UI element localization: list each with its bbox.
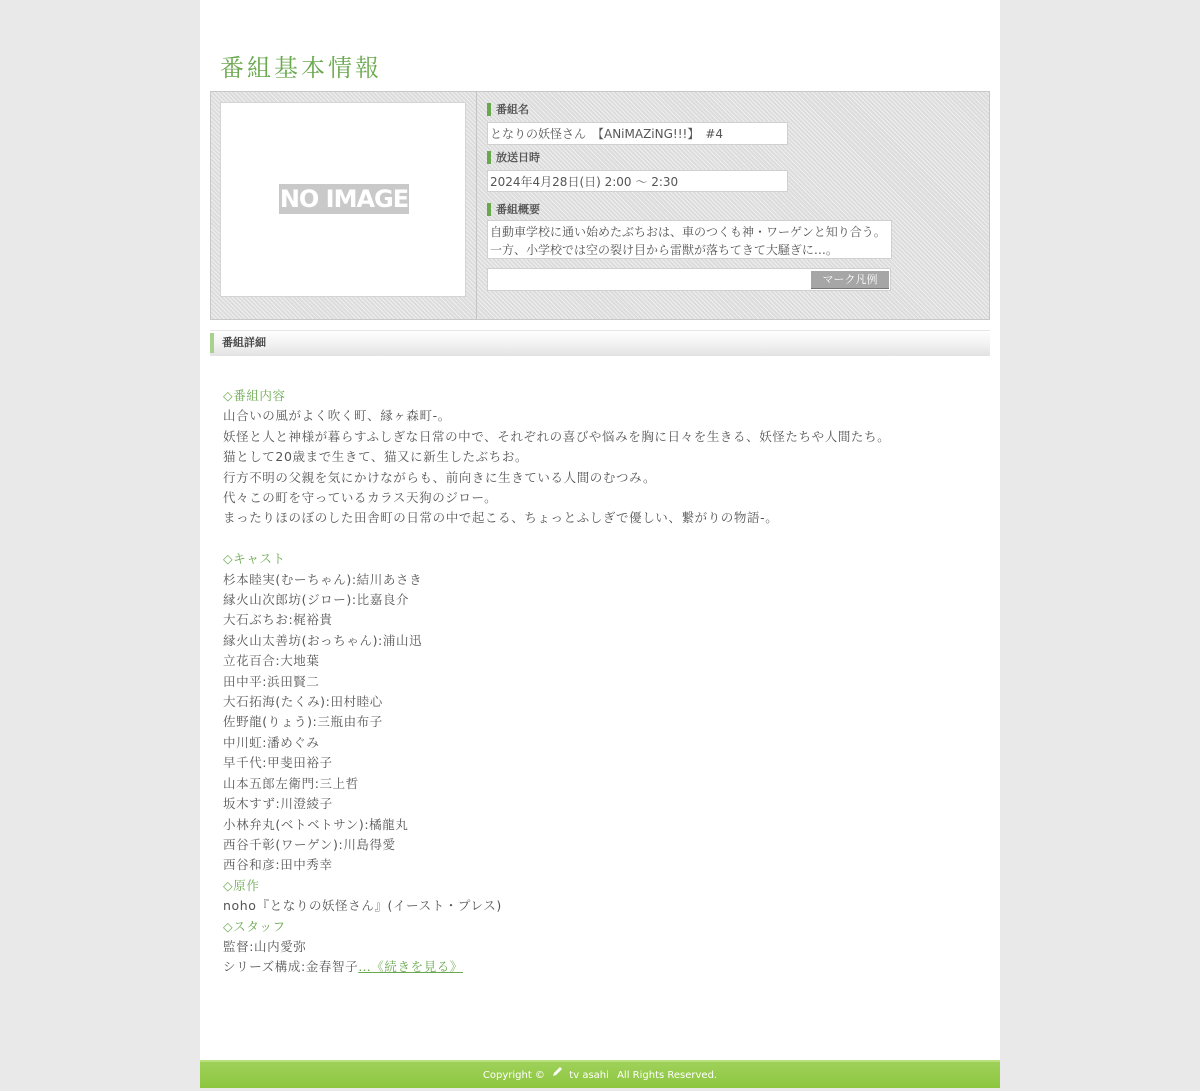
mark-legend-button[interactable]: マーク凡例 bbox=[811, 271, 889, 289]
cast-item: 杉本睦実(むーちゃん):結川あさき bbox=[223, 571, 423, 587]
page-title: 番組基本情報 bbox=[220, 54, 382, 82]
summary-line: 一方、小学校では空の裂け目から雷獣が落ちてきて大騒ぎに…。 bbox=[490, 243, 838, 257]
original-section-title: ◇原作 bbox=[223, 877, 260, 893]
content-line: 山合いの風がよく吹く町、縁ヶ森町-。 bbox=[223, 408, 451, 424]
program-summary-value bbox=[487, 220, 892, 259]
program-name-value: となりの妖怪さん 【ANiMAZiNG!!!】 #4 bbox=[487, 122, 788, 145]
cast-item: 大石拓海(たくみ):田村睦心 bbox=[223, 694, 383, 710]
cast-item: 坂木すず:川澄綾子 bbox=[223, 796, 333, 812]
staff-section-title: ◇スタッフ bbox=[223, 918, 286, 934]
staff-item: 監督:山内愛弥 bbox=[223, 938, 307, 954]
content-line: 猫として20歳まで生きて、猫又に新生したぶちお。 bbox=[223, 449, 529, 465]
staff-item-last bbox=[223, 957, 983, 977]
staff-item-text: シリーズ構成:金春智子 bbox=[223, 959, 359, 975]
program-summary-label: 番組概要 bbox=[487, 203, 540, 216]
cast-section-title: ◇キャスト bbox=[223, 551, 286, 567]
copyright-text: Copyright © bbox=[482, 1070, 545, 1081]
content-line: まったりほのぼのした田舎町の日常の中で起こる、ちょっとふしぎで優しい、繋がりの物語-。 bbox=[223, 510, 779, 526]
rights-text: All Rights Reserved. bbox=[617, 1070, 718, 1081]
cast-item: 早千代:甲斐田裕子 bbox=[223, 755, 333, 771]
content-line: 行方不明の父親を気にかけながらも、前向きに生きている人間のむつみ。 bbox=[223, 469, 657, 485]
broadcast-date-label: 放送日時 bbox=[487, 151, 540, 164]
cast-item: 立花百合:大地葉 bbox=[223, 653, 320, 669]
program-thumbnail bbox=[220, 102, 466, 297]
brand-text: tv asahi bbox=[569, 1070, 609, 1081]
footer bbox=[200, 1060, 1000, 1088]
content-section-title: ◇番組内容 bbox=[223, 388, 286, 403]
panel-divider bbox=[476, 92, 477, 319]
broadcast-date-value: 2024年4月28日(日) 2:00 ～ 2:30 bbox=[487, 170, 788, 192]
cast-item: 縁火山次郎坊(ジロー):比嘉良介 bbox=[223, 592, 410, 608]
spacer bbox=[223, 529, 983, 549]
cast-item: 田中平:浜田賢二 bbox=[223, 673, 320, 689]
no-image-placeholder: NO IMAGE bbox=[279, 185, 409, 213]
cast-item: 小林弁丸(ベトベトサン):橘龍丸 bbox=[223, 816, 409, 832]
read-more-link[interactable]: …《続きを見る》 bbox=[358, 959, 463, 975]
original-work: noho『となりの妖怪さん』(イースト・プレス) bbox=[223, 898, 502, 914]
program-info-panel bbox=[210, 91, 990, 320]
cast-item: 西谷千彰(ワーゲン):川島得愛 bbox=[223, 836, 396, 852]
summary-line: 自動車学校に通い始めたぶちおは、車のつくも神・ワーゲンと知り合う。 bbox=[490, 225, 886, 239]
cast-item: 山本五郎左衛門:三上哲 bbox=[223, 775, 359, 791]
program-name-label: 番組名 bbox=[487, 103, 529, 116]
cast-item: 大石ぶちお:梶裕貴 bbox=[223, 612, 333, 628]
page-container bbox=[200, 0, 1000, 1088]
cast-item: 縁火山太善坊(おっちゃん):浦山迅 bbox=[223, 632, 423, 648]
content-line: 妖怪と人と神様が暮らすふしぎな日常の中で、それぞれの喜びや悩みを胸に日々を生きる、妖怪たちや人間たち。 bbox=[223, 428, 891, 444]
detail-section-header: 番組詳細 bbox=[210, 330, 990, 356]
cast-item: 西谷和彦:田中秀幸 bbox=[223, 857, 333, 873]
content-line: 代々この町を守っているカラス天狗のジロー。 bbox=[223, 490, 498, 506]
cast-item: 中川虹:潘めぐみ bbox=[223, 734, 320, 750]
detail-body bbox=[223, 386, 983, 978]
pen-icon bbox=[551, 1062, 563, 1090]
legend-bar bbox=[487, 268, 891, 291]
cast-item: 佐野龍(りょう):三瓶由布子 bbox=[223, 714, 383, 730]
